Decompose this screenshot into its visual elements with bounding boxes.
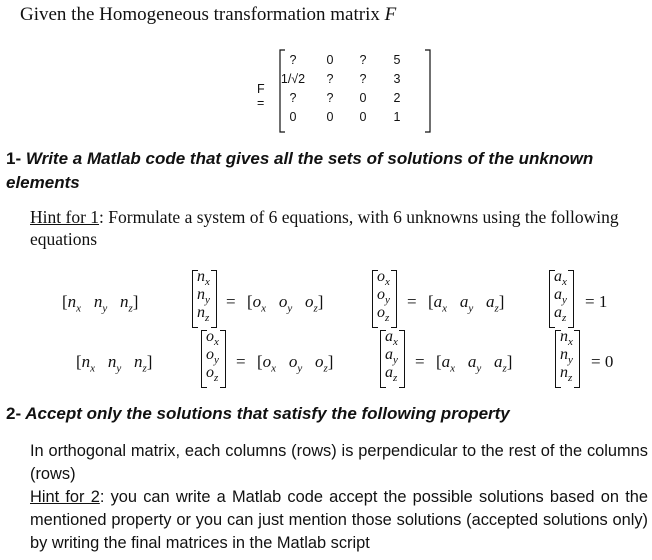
matrix-cell: 0 [359,91,367,105]
matrix-cell: ? [326,91,334,105]
task-1-number: 1- [6,149,22,168]
column-vector: $o_x$ $o_y$ $o_z$ [372,268,398,328]
task-2-number: 2- [6,404,22,423]
task-1 [6,147,646,195]
equation-result: = 0 [591,352,614,371]
task-2-paragraph: In orthogonal matrix, each columns (rows) is perpendicular to the rest of the columns (rows) [30,442,648,483]
matrix-cell: ? [359,53,367,67]
title-text: Given the Homogeneous transformation matrix [20,4,385,25]
row-vector: [$a_x$ $a_y$ $a_z$] [436,352,513,375]
equals-sign: = [407,292,417,311]
matrix-cell: 1/√2 [280,72,306,86]
matrix-cell: ? [359,72,367,86]
hint-1-text: : Formulate a system of 6 equations, with 6 unknowns using the following equations [30,207,619,249]
matrix-cell: 0 [359,110,367,124]
column-vector: $a_x$ $a_y$ $a_z$ [380,328,406,388]
matrix-cell: ? [289,91,297,105]
task-2 [6,404,510,424]
row-vector: [$n_x$ $n_y$ $n_z$] [62,292,139,315]
column-vector: $n_x$ $n_y$ $n_z$ [555,328,581,388]
column-vector: $o_x$ $o_y$ $o_z$ [201,328,227,388]
matrix-cell: 5 [393,53,401,67]
matrix-label: F = [257,82,265,110]
matrix-cell: 1 [393,110,401,124]
matrix-cell: ? [289,53,297,67]
hint-2-text: : you can write a Matlab code accept the possible solutions based on the mentioned property or you can just mention those solutions (accepted solutions only) by writing the final matrices in the Matlab script [30,488,648,552]
row-vector: [$a_x$ $a_y$ $a_z$] [428,292,505,315]
hint-1 [30,206,630,250]
equals-sign: = [236,352,246,371]
hint-2-label: Hint for 2 [30,488,100,506]
matrix-cell: 3 [393,72,401,86]
matrix-cell: ? [326,72,334,86]
matrix-cell: 0 [289,110,297,124]
equals-sign: = [415,352,425,371]
task-1-text: Write a Matlab code that gives all the sets of solutions of the unknown elements [6,149,594,192]
page-title [20,4,396,26]
title-variable: F [384,4,397,25]
equals-sign: = [226,292,236,311]
equation-result: = 1 [585,292,608,311]
task-2-text: Accept only the solutions that satisfy the following property [25,404,510,423]
row-vector: [$n_x$ $n_y$ $n_z$] [76,352,153,375]
matrix-cell: 0 [326,110,334,124]
task-2-body [30,440,648,555]
column-vector: $a_x$ $a_y$ $a_z$ [549,268,575,328]
row-vector: [$o_x$ $o_y$ $o_z$] [247,292,324,315]
row-vector: [$o_x$ $o_y$ $o_z$] [257,352,334,375]
matrix-cell: 2 [393,91,401,105]
hint-1-label: Hint for 1 [30,207,100,227]
matrix-cell: 0 [326,53,334,67]
column-vector: $n_x$ $n_y$ $n_z$ [192,268,218,328]
